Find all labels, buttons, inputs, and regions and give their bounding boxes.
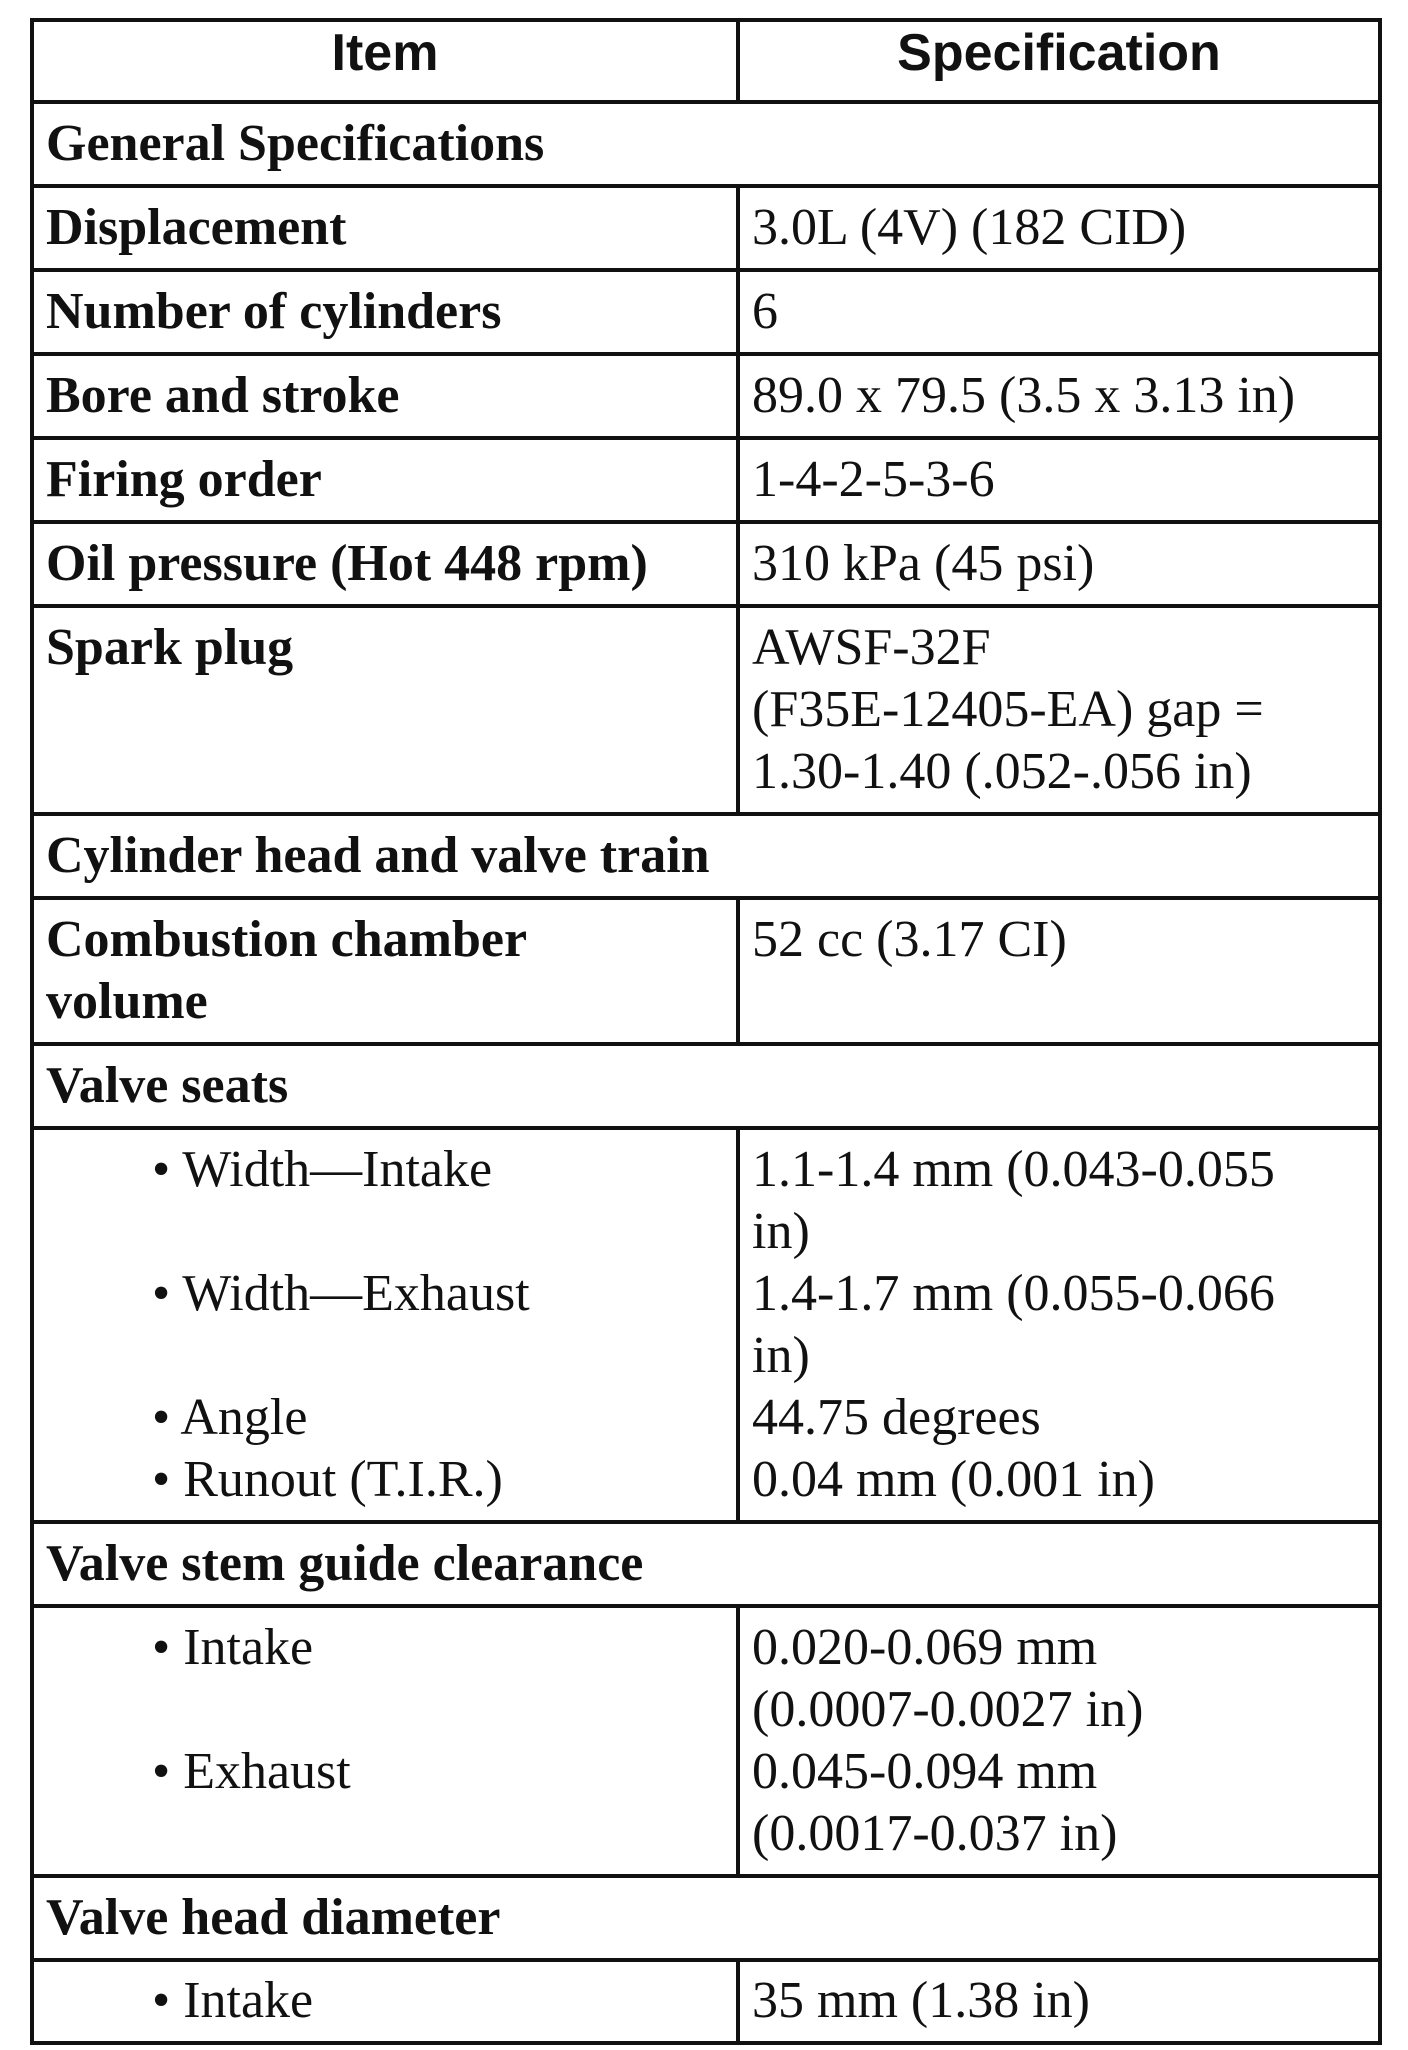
item-cell: Spark plug <box>32 606 738 814</box>
spec-line: AWSF-32F <box>752 619 991 676</box>
spec-line: 1.4-1.7 mm (0.055-0.066 <box>752 1265 1275 1322</box>
spec-cell: 6 <box>738 270 1380 354</box>
item-cell: Displacement <box>32 186 738 270</box>
section-row <box>32 1044 1380 1128</box>
spec-cell: 35 mm (1.38 in) <box>738 1960 1380 2043</box>
spec-line: 0.020-0.069 mm <box>752 1619 1098 1676</box>
table-row <box>32 1128 1380 1522</box>
spec-line: in) <box>752 1203 810 1260</box>
table-row <box>32 270 1380 354</box>
bullet-item: • Intake <box>152 1619 314 1676</box>
item-cell: Firing order <box>32 438 738 522</box>
table-row <box>32 606 1380 814</box>
bullet-item: • Width—Intake <box>152 1141 493 1198</box>
spec-line: 1.30-1.40 (.052-.056 in) <box>752 743 1252 800</box>
spec-cell <box>738 1606 1380 1876</box>
table-row <box>32 354 1380 438</box>
section-title: Valve stem guide clearance <box>32 1522 1380 1606</box>
item-cell <box>32 1606 738 1876</box>
spec-line: 0.045-0.094 mm <box>752 1743 1098 1800</box>
item-cell: Bore and stroke <box>32 354 738 438</box>
item-cell <box>32 898 738 1044</box>
item-cell: Oil pressure (Hot 448 rpm) <box>32 522 738 606</box>
spec-line: in) <box>752 1327 810 1384</box>
spec-cell: 89.0 x 79.5 (3.5 x 3.13 in) <box>738 354 1380 438</box>
section-row <box>32 1522 1380 1606</box>
item-cell: Number of cylinders <box>32 270 738 354</box>
header-row <box>32 20 1380 102</box>
spec-line: (0.0007-0.0027 in) <box>752 1681 1144 1738</box>
spec-cell <box>738 1128 1380 1522</box>
spec-table <box>30 18 1382 2045</box>
section-title: General Specifications <box>32 102 1380 186</box>
header-specification: Specification <box>738 20 1380 102</box>
table-row <box>32 898 1380 1044</box>
spec-line: 1.1-1.4 mm (0.043-0.055 <box>752 1141 1275 1198</box>
spec-line: 44.75 degrees <box>752 1389 1041 1446</box>
item-line: Combustion chamber <box>46 911 528 968</box>
section-row <box>32 814 1380 898</box>
table-row <box>32 438 1380 522</box>
spec-cell: 1-4-2-5-3-6 <box>738 438 1380 522</box>
table-row <box>32 522 1380 606</box>
bullet-item: • Angle <box>152 1389 308 1446</box>
spec-line: (F35E-12405-EA) gap = <box>752 681 1264 738</box>
spec-cell: 310 kPa (45 psi) <box>738 522 1380 606</box>
spec-cell: 3.0L (4V) (182 CID) <box>738 186 1380 270</box>
section-title: Valve seats <box>32 1044 1380 1128</box>
item-cell: • Intake <box>32 1960 738 2043</box>
section-row <box>32 1876 1380 1960</box>
spec-cell: 52 cc (3.17 CI) <box>738 898 1380 1044</box>
table-row <box>32 186 1380 270</box>
section-title: Cylinder head and valve train <box>32 814 1380 898</box>
section-title: Valve head diameter <box>32 1876 1380 1960</box>
spec-line: 0.04 mm (0.001 in) <box>752 1451 1155 1508</box>
header-item: Item <box>32 20 738 102</box>
item-cell <box>32 1128 738 1522</box>
spec-line: (0.0017-0.037 in) <box>752 1805 1118 1862</box>
bullet-item: • Exhaust <box>152 1743 351 1800</box>
item-line: volume <box>46 973 208 1030</box>
spec-cell <box>738 606 1380 814</box>
bullet-item: • Runout (T.I.R.) <box>152 1451 503 1508</box>
table-row <box>32 1960 1380 2043</box>
table-row <box>32 1606 1380 1876</box>
bullet-item: • Width—Exhaust <box>152 1265 530 1322</box>
section-row <box>32 102 1380 186</box>
